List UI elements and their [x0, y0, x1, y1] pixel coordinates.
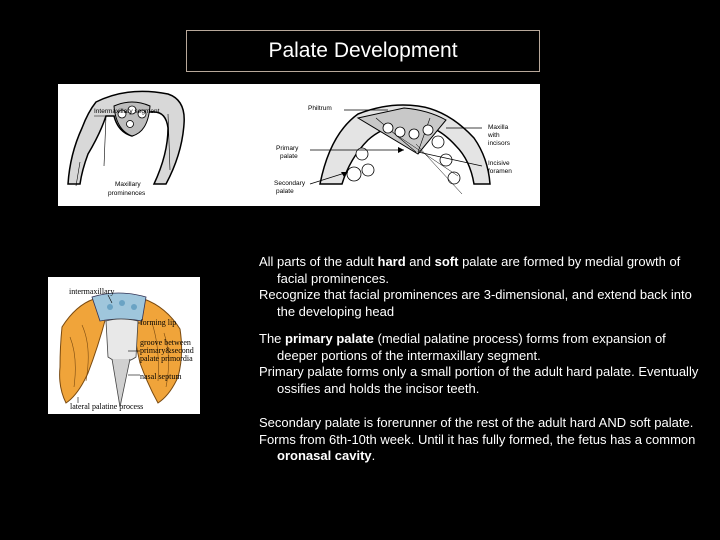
text-block-1: [259, 254, 699, 320]
palate-diagram-left: [48, 277, 200, 414]
label-prominences: prominences: [108, 190, 146, 197]
slide-title-box: [186, 30, 540, 72]
label-maxillary: Maxillary: [115, 181, 141, 188]
label-lateral-palatine-process: lateral palatine process: [70, 402, 144, 411]
term-soft: soft: [434, 254, 459, 269]
term-oronasal-cavity: oronasal cavity: [277, 448, 372, 463]
slide-title: Palate Development: [268, 39, 458, 62]
label-forming-lip: forming lip: [140, 318, 177, 327]
label-intermaxillary: intermaxillary: [69, 287, 115, 296]
term-primary-palate: primary palate: [285, 331, 374, 346]
paragraph-secondary-palate: Secondary palate is forerunner of the rest of the adult hard AND soft palate.: [259, 415, 694, 430]
paragraph-primary-palate-portion: Primary palate forms only a small portion of the adult hard palate. Eventually ossifies and holds the incisor teeth.: [259, 364, 699, 396]
label-groove-between: groove between: [140, 338, 191, 347]
label-maxilla-incisors: incisors: [488, 140, 511, 147]
label-groove-palate-primordia: palate primordia: [140, 354, 193, 363]
label-maxilla-with: with: [488, 132, 500, 139]
label-nasal-septum: nasal septum: [140, 372, 182, 381]
label-primary: Primary: [276, 145, 299, 152]
paragraph-primary-palate: The primary palate (medial palatine process) forms from expansion of deeper portions of the intermaxillary segment.: [259, 331, 666, 363]
label-groove-primary-second: primary&second: [140, 346, 194, 355]
palate-diagram-top: [58, 84, 540, 206]
label-maxilla: Maxilla: [488, 124, 509, 131]
label-primary-palate: palate: [280, 153, 298, 160]
label-incisive: Incisive: [488, 160, 510, 167]
label-intermaxillary-segment: Intermaxillary segment: [94, 108, 160, 115]
text-block-3: [259, 415, 699, 465]
term-hard: hard: [377, 254, 406, 269]
label-incisive-foramen: foramen: [488, 168, 512, 175]
text-block-2: [259, 331, 699, 397]
label-philtrum: Philtrum: [308, 105, 332, 112]
label-secondary: Secondary: [274, 180, 306, 187]
label-secondary-palate: palate: [276, 188, 294, 195]
paragraph-hard-soft-palate: All parts of the adult hard and soft palate are formed by medial growth of facial prominences.: [259, 254, 681, 286]
paragraph-facial-prominences: Recognize that facial prominences are 3-dimensional, and extend back into the developing head: [259, 287, 692, 319]
paragraph-oronasal-cavity: Forms from 6th-10th week. Until it has fully formed, the fetus has a common oronasal cavity.: [259, 431, 696, 463]
